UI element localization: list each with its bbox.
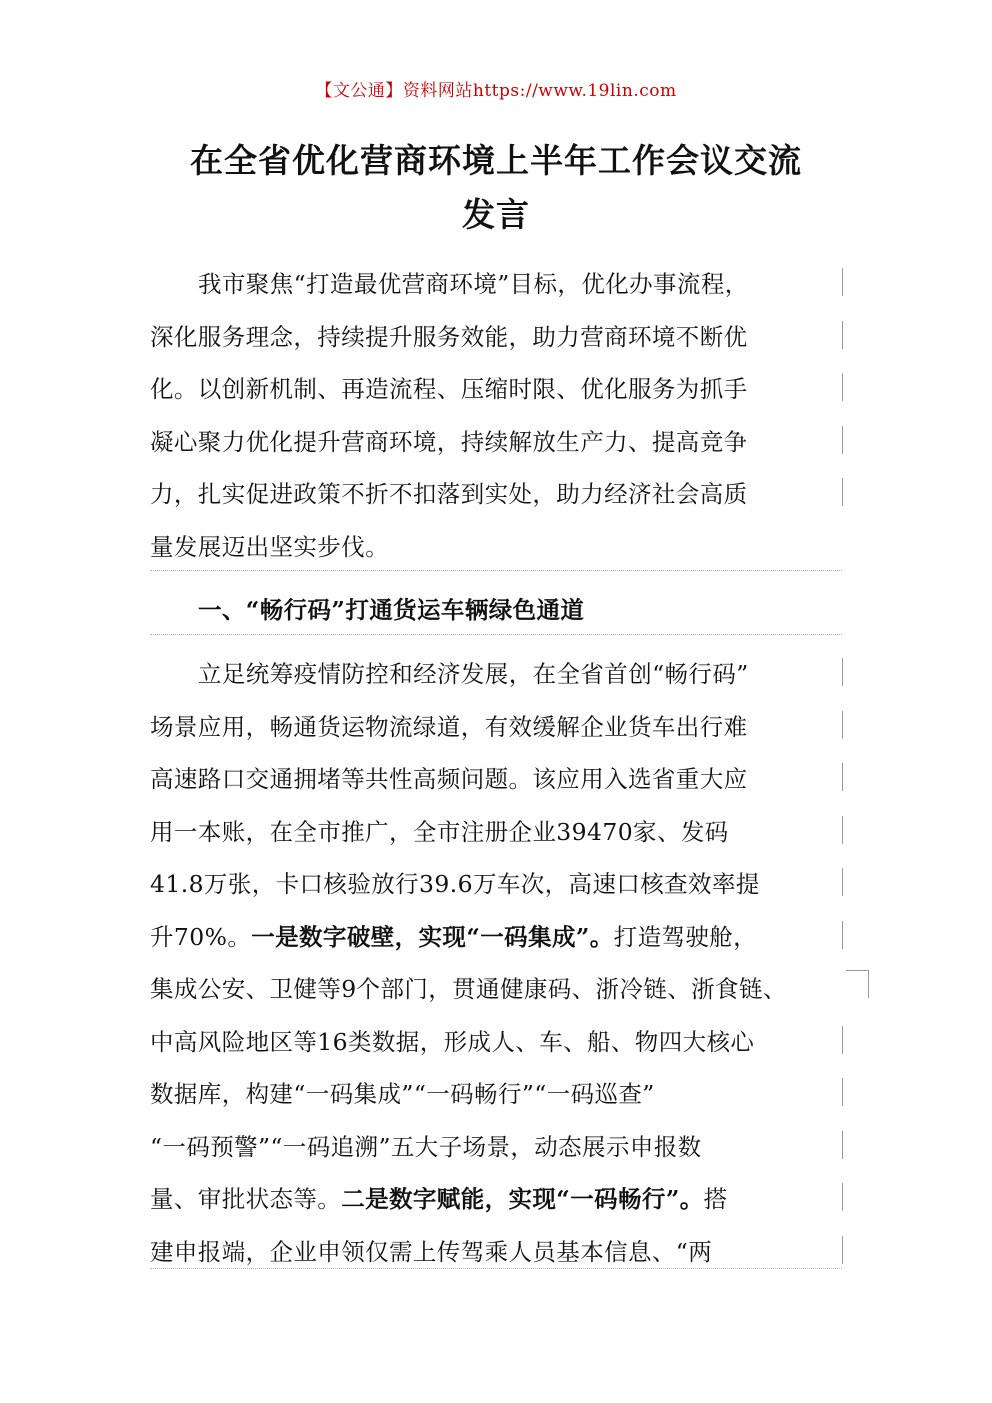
body-line: 场景应用，畅通货运物流绿道，有效缓解企业货车出行难 (150, 712, 748, 741)
intro-line: 力，扎实促进政策不折不扣落到实处，助力经济社会高质 (150, 480, 748, 508)
body-line (150, 911, 842, 964)
margin-mark (842, 1026, 843, 1054)
body-line: 数据库，构建“一码集成”“一码畅行”“一码巡查” (150, 1080, 655, 1108)
body-text-plain: 搭 (703, 1185, 728, 1213)
margin-mark (842, 321, 843, 349)
margin-mark (846, 970, 868, 971)
source-header: 【文公通】资料网站https://www.19lin.com (315, 81, 677, 101)
body-line (150, 1173, 842, 1226)
intro-line: 凝心聚力优化提升营商环境，持续解放生产力、提高竞争 (150, 427, 748, 456)
section-heading: 一、“畅行码”打通货运车辆绿色通道 (198, 596, 585, 624)
body-line: 41.8万张，卡口核验放行39.6万车次，高速口核查效率提 (150, 870, 760, 898)
title-line-2: 发言 (462, 195, 530, 234)
margin-mark (842, 1236, 843, 1264)
document-title (150, 134, 842, 242)
body-line: 高速路口交通拥堵等共性高频问题。该应用入选省重大应 (150, 765, 748, 793)
body-line: 集成公安、卫健等9个部门，贯通健康码、浙冷链、浙食链、 (150, 975, 787, 1003)
body-line: 中高风险地区等16类数据，形成人、车、船、物四大核心 (150, 1027, 755, 1056)
body-text-plain: 打造驾驶舱， (613, 922, 758, 951)
margin-mark (842, 373, 843, 401)
section-divider (150, 634, 842, 635)
body-line: 建申报端，企业申领仅需上传驾乘人员基本信息、“两 (150, 1237, 713, 1266)
margin-mark (842, 658, 843, 686)
margin-mark (842, 711, 843, 739)
body-text-plain: 升70%。 (150, 922, 252, 951)
margin-mark (868, 970, 869, 998)
body-line: “一码预警”“一码追溯”五大子场景，动态展示申报数 (150, 1132, 702, 1161)
margin-mark (842, 921, 843, 949)
body-line: 用一本账，在全市推广，全市注册企业39470家、发码 (150, 817, 729, 846)
section-divider (150, 570, 842, 571)
margin-mark (842, 478, 843, 506)
intro-line: 化。以创新机制、再造流程、压缩时限、优化服务为抓手 (150, 375, 748, 403)
margin-mark (842, 868, 843, 896)
section-paragraph (150, 648, 842, 1278)
margin-mark (842, 763, 843, 791)
margin-mark (842, 816, 843, 844)
margin-mark (842, 426, 843, 454)
body-text-bold: 一是数字破壁，实现“一码集成”。 (251, 922, 614, 951)
title-line-1: 在全省优化营商环境上半年工作会议交流 (190, 141, 802, 180)
body-text-bold: 二是数字赋能，实现“一码畅行”。 (341, 1185, 704, 1213)
margin-mark (842, 1183, 843, 1211)
page-bottom-divider (150, 1268, 842, 1269)
intro-line: 深化服务理念，持续提升服务效能，助力营商环境不断优 (150, 322, 748, 351)
margin-mark (842, 268, 843, 296)
intro-line: 量发展迈出坚实步伐。 (150, 532, 389, 561)
intro-paragraph (150, 258, 842, 573)
body-line: 立足统筹疫情防控和经济发展，在全省首创“畅行码” (198, 660, 749, 688)
margin-mark (842, 1078, 843, 1106)
body-text-plain: 量、审批状态等。 (150, 1185, 342, 1213)
intro-line: 我市聚焦“打造最优营商环境”目标，优化办事流程， (198, 270, 749, 298)
margin-mark (842, 1131, 843, 1159)
